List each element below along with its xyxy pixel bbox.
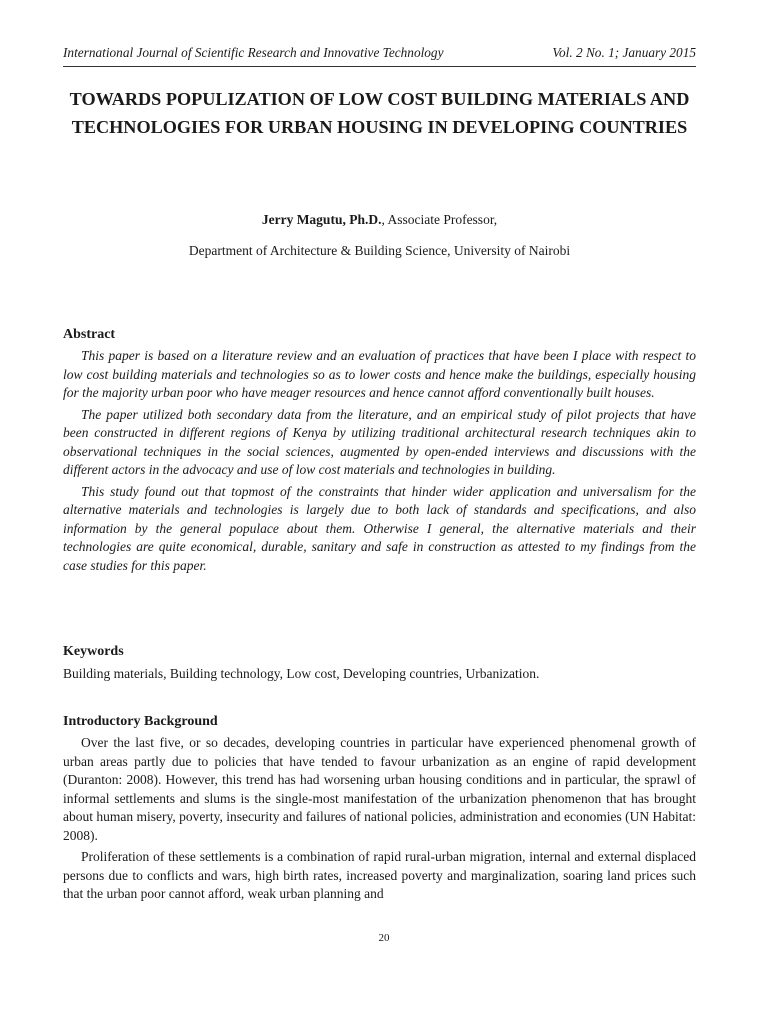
abstract-paragraph: This study found out that topmost of the constraints that hinder wider application and universalism for the alternative materials and technologies is largely due to both lack of standards and specifications, and also information by the general populace about them. Otherwise I general, the alternative materials and their technologies are quite economical, durable, sanitary and safe in construction as attested to my findings from the case studies for this paper. (63, 483, 696, 573)
page-number: 20 (378, 932, 390, 944)
author-role: , Associate Professor, (381, 212, 498, 227)
abstract-paragraph: The paper utilized both secondary data from the literature, and an empirical study of pilot projects that have been constructed in different regions of Kenya by utilizing traditional architectural research techniques akin to observational techniques in the social sciences, augmented by open-ended interviews and discussions with the different actors in the advocacy and use of low cost materials and technologies in building. (63, 406, 696, 477)
intro-paragraph: Proliferation of these settlements is a combination of rapid rural-urban migration, internal and external displaced persons due to conflicts and wars, high birth rates, increased poverty and marginalization, soaring land prices such that the urban poor cannot afford, weak urban planning and (63, 849, 696, 901)
volume-info: Vol. 2 No. 1; January 2015 (552, 45, 696, 60)
author-line (63, 210, 696, 229)
abstract-paragraph: This paper is based on a literature review and an evaluation of practices that have been I place with respect to low cost building materials and technologies so as to lower costs and hence make the buildings, especially housing for the majority urban poor who have meager resources and hence cannot afford conventionally built houses. (63, 348, 696, 400)
author-affiliation: Department of Architecture & Building Science, University of Nairobi (188, 243, 571, 258)
keywords-text: Building materials, Building technology, Low cost, Developing countries, Urbanization. (63, 666, 540, 681)
journal-name: International Journal of Scientific Research and Innovative Technology (63, 45, 444, 60)
abstract-heading: Abstract (63, 327, 116, 342)
paper-title: TOWARDS POPULIZATION OF LOW COST BUILDING MATERIALS AND TECHNOLOGIES FOR URBAN HOUSING IN DEVELOPING COUNTRIES (69, 89, 690, 137)
keywords-section (63, 642, 696, 683)
header-rule (63, 66, 696, 67)
intro-section (63, 712, 696, 907)
intro-heading: Introductory Background (63, 714, 218, 729)
running-header (63, 44, 696, 62)
author-name: Jerry Magutu, Ph.D. (261, 212, 382, 227)
intro-paragraph: Over the last five, or so decades, developing countries in particular have experienced phenomenal growth of urban areas partly due to policies that have tended to favour urbanization as an engine of rapid development (Duranton: 2008). However, this trend has had worsening urban housing conditions and in particular, the sprawl of informal settlements and slums is the single-most manifestation of the urbanization phenomenon that has brought about human misery, poverty, insecurity and failures of national policies, administration and economies (UN Habitat: 2008). (63, 735, 696, 843)
keywords-heading: Keywords (63, 644, 124, 659)
abstract-section (63, 325, 696, 578)
